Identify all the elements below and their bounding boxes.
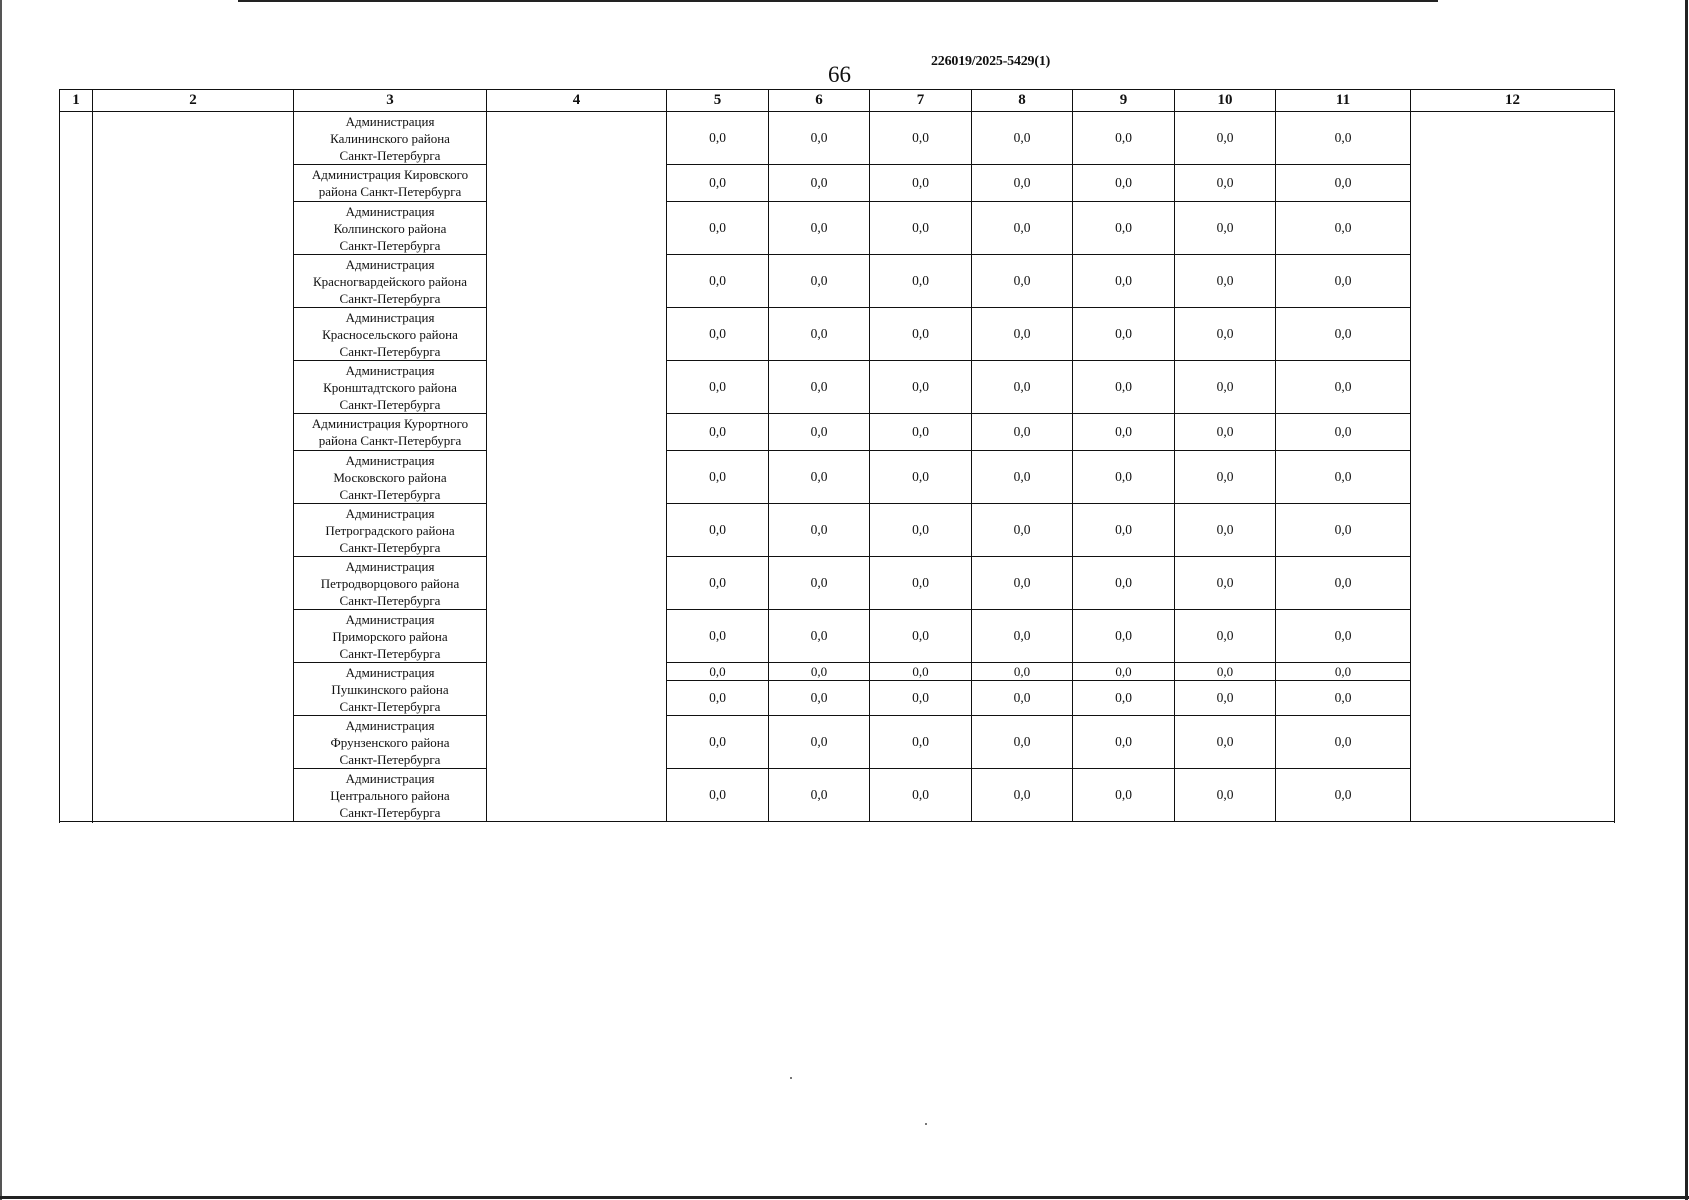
value-cell: 0,0 bbox=[870, 165, 972, 202]
value-cell: 0,0 bbox=[769, 202, 870, 255]
org-line: Санкт-Петербурга bbox=[339, 698, 441, 714]
org-line: Санкт-Петербурга bbox=[339, 290, 441, 306]
value-cell: 0,0 bbox=[1073, 663, 1175, 681]
col-header-8: 8 bbox=[972, 90, 1073, 112]
org-line: Пушкинского района bbox=[331, 681, 449, 697]
org-cell bbox=[294, 451, 487, 504]
col-header-4: 4 bbox=[487, 90, 667, 112]
value-cell: 0,0 bbox=[667, 663, 769, 681]
value-cell: 0,0 bbox=[667, 504, 769, 557]
value-cell: 0,0 bbox=[1073, 610, 1175, 663]
value-cell: 0,0 bbox=[667, 716, 769, 769]
table-row bbox=[60, 361, 1615, 414]
table-row bbox=[60, 255, 1615, 308]
org-line: района Санкт-Петербурга bbox=[318, 184, 462, 199]
org-cell bbox=[294, 610, 487, 663]
cell-col1-empty bbox=[60, 112, 93, 822]
value-cell: 0,0 bbox=[1276, 308, 1411, 361]
value-cell: 0,0 bbox=[1175, 663, 1276, 681]
value-cell: 0,0 bbox=[667, 255, 769, 308]
table-row bbox=[60, 165, 1615, 202]
org-line: Администрация Кировского bbox=[311, 167, 469, 182]
table-row bbox=[60, 716, 1615, 769]
org-cell bbox=[294, 165, 487, 202]
col-header-7: 7 bbox=[870, 90, 972, 112]
value-cell: 0,0 bbox=[1276, 112, 1411, 165]
value-cell: 0,0 bbox=[1073, 112, 1175, 165]
value-cell: 0,0 bbox=[667, 557, 769, 610]
value-cell: 0,0 bbox=[972, 663, 1073, 681]
value-cell: 0,0 bbox=[972, 255, 1073, 308]
col-header-2: 2 bbox=[93, 90, 294, 112]
value-cell: 0,0 bbox=[870, 255, 972, 308]
value-cell: 0,0 bbox=[870, 451, 972, 504]
value-cell: 0,0 bbox=[667, 681, 769, 716]
value-cell: 0,0 bbox=[1276, 504, 1411, 557]
org-line: Приморского района bbox=[332, 628, 448, 644]
value-cell: 0,0 bbox=[1073, 255, 1175, 308]
scan-top-rule bbox=[238, 0, 1438, 2]
col-header-11: 11 bbox=[1276, 90, 1411, 112]
org-line: Петродворцового района bbox=[320, 575, 460, 591]
org-line: Кронштадтского района bbox=[323, 379, 457, 395]
value-cell: 0,0 bbox=[1276, 716, 1411, 769]
value-cell: 0,0 bbox=[1175, 716, 1276, 769]
value-cell: 0,0 bbox=[1175, 681, 1276, 716]
org-cell bbox=[294, 716, 487, 769]
org-line: Санкт-Петербурга bbox=[339, 539, 441, 555]
org-line: Администрация Курортного bbox=[311, 416, 469, 431]
table-row bbox=[60, 557, 1615, 610]
org-line: Администрация bbox=[345, 113, 435, 129]
org-line: Красносельского района bbox=[322, 326, 458, 342]
value-cell: 0,0 bbox=[1073, 504, 1175, 557]
value-cell: 0,0 bbox=[870, 414, 972, 451]
cell-col4-empty bbox=[487, 112, 667, 822]
col-header-3: 3 bbox=[294, 90, 487, 112]
org-cell bbox=[294, 557, 487, 610]
value-cell: 0,0 bbox=[972, 769, 1073, 822]
value-cell: 0,0 bbox=[1276, 255, 1411, 308]
org-line: Администрация bbox=[345, 505, 435, 521]
value-cell: 0,0 bbox=[1073, 769, 1175, 822]
value-cell: 0,0 bbox=[1175, 557, 1276, 610]
value-cell: 0,0 bbox=[769, 165, 870, 202]
value-cell: 0,0 bbox=[870, 716, 972, 769]
value-cell: 0,0 bbox=[769, 716, 870, 769]
org-line: Санкт-Петербурга bbox=[339, 237, 441, 253]
org-cell bbox=[294, 308, 487, 361]
value-cell: 0,0 bbox=[667, 308, 769, 361]
org-cell bbox=[294, 255, 487, 308]
value-cell: 0,0 bbox=[1276, 165, 1411, 202]
value-cell: 0,0 bbox=[870, 769, 972, 822]
value-cell: 0,0 bbox=[1175, 504, 1276, 557]
value-cell: 0,0 bbox=[769, 663, 870, 681]
table-row bbox=[60, 610, 1615, 663]
value-cell: 0,0 bbox=[1073, 361, 1175, 414]
table-row bbox=[60, 202, 1615, 255]
org-cell bbox=[294, 663, 487, 716]
org-line: Санкт-Петербурга bbox=[339, 592, 441, 608]
org-line: Администрация bbox=[345, 717, 435, 733]
org-line: Администрация bbox=[345, 256, 435, 272]
value-cell: 0,0 bbox=[1175, 451, 1276, 504]
cell-col12-empty bbox=[1411, 112, 1615, 822]
value-cell: 0,0 bbox=[1175, 112, 1276, 165]
value-cell: 0,0 bbox=[667, 610, 769, 663]
value-cell: 0,0 bbox=[972, 112, 1073, 165]
value-cell: 0,0 bbox=[1073, 451, 1175, 504]
value-cell: 0,0 bbox=[1073, 681, 1175, 716]
value-cell: 0,0 bbox=[667, 451, 769, 504]
value-cell: 0,0 bbox=[1175, 202, 1276, 255]
value-cell: 0,0 bbox=[1175, 308, 1276, 361]
value-cell: 0,0 bbox=[667, 202, 769, 255]
org-line: Администрация bbox=[345, 664, 435, 680]
org-line: Красногвардейского района bbox=[312, 273, 468, 289]
table-row bbox=[60, 451, 1615, 504]
col-header-9: 9 bbox=[1073, 90, 1175, 112]
value-cell: 0,0 bbox=[972, 308, 1073, 361]
value-cell: 0,0 bbox=[667, 769, 769, 822]
value-cell: 0,0 bbox=[870, 610, 972, 663]
org-line: Калининского района bbox=[330, 130, 450, 146]
value-cell: 0,0 bbox=[1175, 769, 1276, 822]
value-cell: 0,0 bbox=[972, 202, 1073, 255]
table-row bbox=[60, 112, 1615, 165]
value-cell: 0,0 bbox=[1073, 308, 1175, 361]
org-line: Санкт-Петербурга bbox=[339, 751, 441, 767]
value-cell: 0,0 bbox=[972, 557, 1073, 610]
value-cell: 0,0 bbox=[870, 557, 972, 610]
org-line: Администрация bbox=[345, 611, 435, 627]
cell-col2-empty bbox=[93, 112, 294, 822]
value-cell: 0,0 bbox=[1276, 451, 1411, 504]
value-cell: 0,0 bbox=[972, 610, 1073, 663]
org-line: Санкт-Петербурга bbox=[339, 645, 441, 661]
value-cell: 0,0 bbox=[769, 255, 870, 308]
value-cell: 0,0 bbox=[1276, 361, 1411, 414]
org-line: Колпинского района bbox=[333, 220, 447, 236]
value-cell: 0,0 bbox=[1276, 414, 1411, 451]
value-cell: 0,0 bbox=[769, 504, 870, 557]
value-cell: 0,0 bbox=[972, 504, 1073, 557]
value-cell: 0,0 bbox=[870, 504, 972, 557]
value-cell: 0,0 bbox=[1276, 663, 1411, 681]
org-line: Московского района bbox=[333, 469, 447, 485]
table-row bbox=[60, 769, 1615, 822]
org-line: Санкт-Петербурга bbox=[339, 486, 441, 502]
value-cell: 0,0 bbox=[1276, 557, 1411, 610]
value-cell: 0,0 bbox=[870, 202, 972, 255]
table-row bbox=[60, 414, 1615, 451]
org-line: Администрация bbox=[345, 558, 435, 574]
org-line: Санкт-Петербурга bbox=[339, 343, 441, 359]
value-cell: 0,0 bbox=[667, 414, 769, 451]
value-cell: 0,0 bbox=[769, 557, 870, 610]
value-cell: 0,0 bbox=[1175, 165, 1276, 202]
page-number: 66 bbox=[828, 62, 851, 87]
value-cell: 0,0 bbox=[769, 681, 870, 716]
document-id: 226019/2025-5429(1) bbox=[931, 54, 1051, 69]
org-line: района Санкт-Петербурга bbox=[318, 433, 462, 448]
value-cell: 0,0 bbox=[667, 361, 769, 414]
org-line: Центрального района bbox=[330, 787, 450, 803]
org-line: Администрация bbox=[345, 203, 435, 219]
value-cell: 0,0 bbox=[972, 451, 1073, 504]
col-header-1: 1 bbox=[60, 90, 93, 112]
value-cell: 0,0 bbox=[1276, 769, 1411, 822]
org-line: Санкт-Петербурга bbox=[339, 396, 441, 412]
value-cell: 0,0 bbox=[870, 112, 972, 165]
value-cell: 0,0 bbox=[769, 451, 870, 504]
scan-bottom-edge bbox=[0, 1196, 1689, 1199]
value-cell: 0,0 bbox=[870, 361, 972, 414]
value-cell: 0,0 bbox=[972, 681, 1073, 716]
scan-right-edge bbox=[1685, 0, 1688, 1200]
col-header-10: 10 bbox=[1175, 90, 1276, 112]
value-cell: 0,0 bbox=[667, 112, 769, 165]
value-cell: 0,0 bbox=[1175, 610, 1276, 663]
value-cell: 0,0 bbox=[1276, 202, 1411, 255]
scan-speck bbox=[790, 1077, 792, 1079]
value-cell: 0,0 bbox=[1175, 255, 1276, 308]
value-cell: 0,0 bbox=[1073, 414, 1175, 451]
org-line: Фрунзенского района bbox=[330, 734, 450, 750]
value-cell: 0,0 bbox=[769, 414, 870, 451]
org-cell bbox=[294, 504, 487, 557]
value-cell: 0,0 bbox=[769, 769, 870, 822]
org-line: Петроградского района bbox=[325, 522, 455, 538]
value-cell: 0,0 bbox=[1073, 557, 1175, 610]
value-cell: 0,0 bbox=[972, 165, 1073, 202]
value-cell: 0,0 bbox=[1073, 716, 1175, 769]
table-row bbox=[60, 663, 1615, 681]
value-cell: 0,0 bbox=[1073, 202, 1175, 255]
budget-table bbox=[59, 89, 1615, 822]
org-line: Санкт-Петербурга bbox=[339, 804, 441, 820]
value-cell: 0,0 bbox=[972, 716, 1073, 769]
value-cell: 0,0 bbox=[769, 361, 870, 414]
table-row bbox=[60, 504, 1615, 557]
scan-speck bbox=[925, 1123, 927, 1125]
value-cell: 0,0 bbox=[870, 663, 972, 681]
value-cell: 0,0 bbox=[769, 610, 870, 663]
value-cell: 0,0 bbox=[972, 361, 1073, 414]
value-cell: 0,0 bbox=[1175, 361, 1276, 414]
value-cell: 0,0 bbox=[870, 308, 972, 361]
org-line: Администрация bbox=[345, 362, 435, 378]
value-cell: 0,0 bbox=[870, 681, 972, 716]
value-cell: 0,0 bbox=[769, 308, 870, 361]
value-cell: 0,0 bbox=[667, 165, 769, 202]
org-cell bbox=[294, 361, 487, 414]
org-line: Администрация bbox=[345, 309, 435, 325]
org-cell bbox=[294, 202, 487, 255]
org-line: Санкт-Петербурга bbox=[339, 147, 441, 163]
value-cell: 0,0 bbox=[972, 414, 1073, 451]
value-cell: 0,0 bbox=[769, 112, 870, 165]
org-line: Администрация bbox=[345, 770, 435, 786]
col-header-12: 12 bbox=[1411, 90, 1615, 112]
org-line: Администрация bbox=[345, 452, 435, 468]
value-cell: 0,0 bbox=[1276, 610, 1411, 663]
org-cell bbox=[294, 414, 487, 451]
value-cell: 0,0 bbox=[1073, 165, 1175, 202]
value-cell: 0,0 bbox=[1175, 414, 1276, 451]
column-number-row bbox=[60, 90, 1615, 112]
col-header-5: 5 bbox=[667, 90, 769, 112]
table-row bbox=[60, 308, 1615, 361]
org-cell bbox=[294, 769, 487, 822]
org-cell bbox=[294, 112, 487, 165]
value-cell: 0,0 bbox=[1276, 681, 1411, 716]
col-header-6: 6 bbox=[769, 90, 870, 112]
scan-left-edge bbox=[0, 0, 2, 1200]
